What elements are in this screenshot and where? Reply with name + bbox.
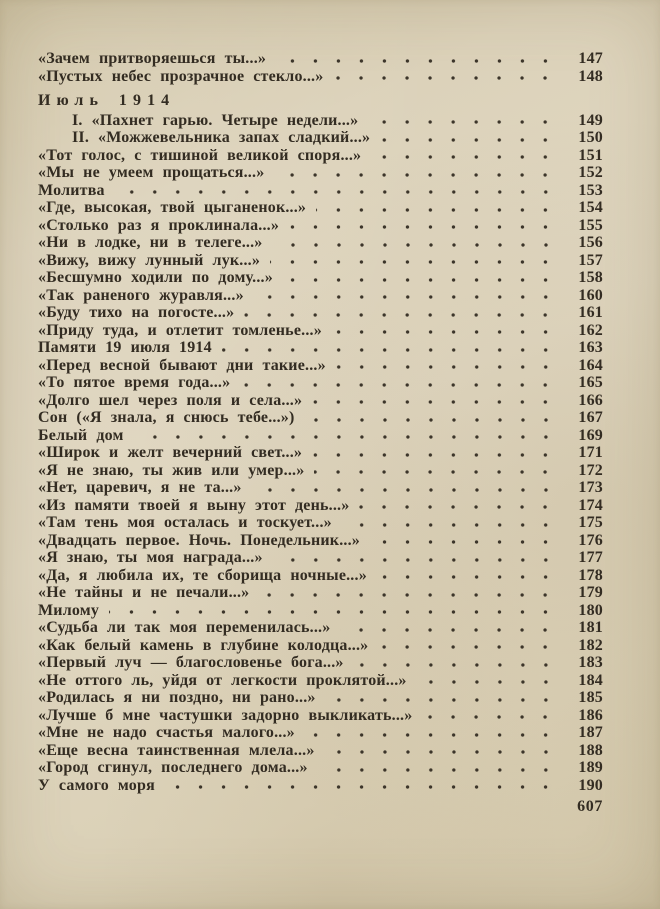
dot-leader — [273, 549, 559, 567]
toc-entry-title: «Перед весной бывают дни такие...» — [38, 356, 326, 374]
toc-row — [38, 584, 603, 602]
toc-entry-title: «Первый луч — благословенье бога...» — [38, 654, 344, 671]
dot-leader — [254, 287, 559, 305]
dot-leader — [316, 199, 559, 217]
dot-leader — [283, 269, 559, 287]
toc-row — [38, 252, 603, 270]
dot-leader — [240, 374, 559, 392]
toc-entry-title: «Я не знаю, ты жив или умер...» — [38, 461, 305, 479]
toc-entry-title: «Там тень моя осталась и тоскует...» — [38, 514, 332, 531]
dot-leader — [115, 182, 559, 200]
toc-entry-title: «Долго шел через поля и села...» — [38, 391, 303, 409]
dot-leader — [342, 514, 559, 532]
toc-row — [38, 777, 603, 795]
dot-leader — [422, 707, 559, 725]
dot-leader — [312, 444, 559, 462]
toc-row — [38, 567, 603, 585]
dot-leader — [289, 217, 559, 235]
dot-leader — [244, 304, 559, 322]
toc-entry-title: «Двадцать первое. Ночь. Понедельник...» — [38, 531, 360, 549]
toc-entry-title: «Судьба ли так моя переменилась...» — [38, 619, 331, 636]
toc-page-number: 176 — [578, 531, 603, 549]
dot-leader — [165, 777, 559, 795]
toc-entry-title: «Широк и желт вечерний свет...» — [38, 444, 303, 461]
toc-row — [38, 514, 603, 532]
toc-page-number: 171 — [578, 444, 603, 461]
toc-page-number: 188 — [578, 741, 603, 759]
toc-row — [38, 322, 603, 340]
dot-leader — [109, 602, 559, 620]
toc-entry-title: «Не тайны и не печали...» — [38, 584, 250, 601]
dot-leader — [354, 654, 559, 672]
toc-entry-title: «Мы не умеем прощаться...» — [38, 164, 265, 181]
toc-row — [38, 374, 603, 392]
toc-page-number: 166 — [578, 391, 603, 409]
toc-row — [38, 707, 603, 725]
toc-entry-title: Памяти 19 июля 1914 — [38, 339, 212, 356]
toc-page-number: 174 — [578, 496, 603, 514]
toc-row — [38, 357, 603, 375]
toc-row — [38, 602, 603, 620]
toc-row — [38, 497, 603, 515]
toc-page-number: 151 — [578, 146, 603, 164]
toc-row — [38, 479, 603, 497]
toc-row — [38, 724, 603, 742]
toc-page-number: 149 — [578, 111, 603, 129]
toc-entry-title: «Как белый камень в глубине колодца...» — [38, 636, 369, 654]
toc-row — [38, 287, 603, 305]
toc-page-number: 190 — [578, 776, 603, 794]
toc-page-number: 172 — [578, 461, 603, 479]
toc-row — [38, 742, 603, 760]
dot-leader — [326, 689, 559, 707]
dot-leader — [325, 742, 559, 760]
toc-page-number: 184 — [578, 671, 603, 689]
toc-entry-title: «Мне не надо счастья малого...» — [38, 724, 295, 741]
dot-leader — [312, 392, 559, 410]
toc-row — [38, 129, 603, 147]
dot-leader — [336, 357, 559, 375]
toc-entry-title: Сон («Я знала, я снюсь тебе...») — [38, 409, 295, 426]
toc-page-number: 154 — [578, 199, 603, 216]
table-of-contents — [38, 50, 603, 794]
toc-row — [38, 68, 603, 86]
toc-row — [38, 532, 603, 550]
toc-page-number: 181 — [578, 619, 603, 636]
toc-row — [38, 672, 603, 690]
toc-entry-title: I. «Пахнет гарью. Четыре недели...» — [72, 111, 359, 129]
page-folio-number: 607 — [577, 798, 603, 815]
toc-row — [38, 92, 603, 110]
toc-entry-title: «Я знаю, ты моя награда...» — [38, 549, 263, 566]
toc-entry-title: Белый дом — [38, 426, 124, 444]
dot-leader — [270, 252, 559, 270]
toc-entry-title: «Родилась я ни поздно, ни рано...» — [38, 689, 316, 706]
dot-leader — [273, 234, 560, 252]
toc-page-number: 179 — [578, 584, 603, 601]
toc-entry-title: «Где, высокая, твой цыганенок...» — [38, 199, 307, 216]
toc-entry-title: «Пустых небес прозрачное стекло...» — [38, 67, 324, 85]
dot-leader — [305, 409, 559, 427]
toc-page-number: 178 — [578, 566, 603, 584]
toc-page-number: 182 — [578, 636, 603, 654]
toc-entry-title: «Город сгинул, последнего дома...» — [38, 759, 308, 776]
toc-row — [38, 269, 603, 287]
toc-row — [38, 199, 603, 217]
toc-entry-title: «Да, я любила их, те сборища ночные...» — [38, 566, 367, 584]
toc-entry-title: «Бесшумно ходили по дому...» — [38, 269, 273, 286]
dot-leader — [252, 479, 559, 497]
dot-leader — [417, 672, 559, 690]
toc-entry-title: Милому — [38, 601, 100, 619]
toc-entry-title: «Ни в лодке, ни в телеге...» — [38, 234, 263, 251]
toc-row — [38, 217, 603, 235]
toc-page-number: 147 — [578, 50, 603, 67]
dot-leader — [276, 50, 559, 68]
toc-entry-title: II. «Можжевельника запах сладкий...» — [72, 129, 371, 146]
toc-entry-title: «То пятое время года...» — [38, 374, 231, 391]
dot-leader — [314, 462, 559, 480]
toc-entry-title: «Приду туда, и отлетит томленье...» — [38, 321, 322, 339]
toc-page-number: 189 — [578, 759, 603, 776]
toc-row — [38, 654, 603, 672]
toc-page-number: 185 — [578, 689, 603, 706]
toc-row — [38, 444, 603, 462]
toc-page-number: 162 — [578, 321, 603, 339]
toc-row — [38, 112, 603, 130]
toc-page-number: 177 — [578, 549, 603, 566]
toc-row — [38, 234, 603, 252]
toc-page-number: 183 — [578, 654, 603, 671]
toc-page-number: 148 — [578, 67, 603, 85]
toc-row — [38, 759, 603, 777]
toc-page-number: 187 — [578, 724, 603, 741]
toc-entry-title: «Лучше б мне частушки задорно выкликать...» — [38, 706, 413, 724]
toc-page-number: 152 — [578, 164, 603, 181]
toc-page-number: 173 — [578, 479, 603, 496]
dot-leader — [259, 584, 559, 602]
toc-page-number: 160 — [578, 286, 603, 304]
toc-page-number: 155 — [578, 216, 603, 234]
toc-entry-title: У самого моря — [38, 776, 155, 794]
toc-entry-title: «Столько раз я проклинала...» — [38, 216, 280, 234]
toc-row — [38, 182, 603, 200]
dot-leader — [370, 532, 559, 550]
toc-entry-title: Молитва — [38, 181, 105, 199]
toc-entry-title: «Так раненого журавля...» — [38, 286, 244, 304]
toc-row — [38, 147, 603, 165]
dot-leader — [134, 427, 559, 445]
toc-page-number: 150 — [578, 129, 603, 146]
toc-row — [38, 339, 603, 357]
toc-page-number: 163 — [578, 339, 603, 356]
dot-leader — [371, 147, 559, 165]
toc-page-number: 169 — [578, 426, 603, 444]
toc-row — [38, 392, 603, 410]
toc-entry-title: «Еще весна таинственная млела...» — [38, 741, 315, 759]
dot-leader — [378, 637, 559, 655]
toc-row — [38, 619, 603, 637]
toc-row — [38, 462, 603, 480]
toc-page-number: 175 — [578, 514, 603, 531]
toc-page-number: 186 — [578, 706, 603, 724]
toc-page-number: 157 — [578, 251, 603, 269]
dot-leader — [274, 164, 559, 182]
toc-page-number: 156 — [578, 234, 603, 251]
dot-leader — [305, 724, 559, 742]
toc-page-number: 158 — [578, 269, 603, 286]
toc-row — [38, 549, 603, 567]
dot-leader — [340, 619, 559, 637]
dot-leader — [332, 322, 559, 340]
toc-page-number: 153 — [578, 181, 603, 199]
toc-row — [38, 304, 603, 322]
dot-leader — [368, 112, 559, 130]
toc-entry-title: «Нет, царевич, я не та...» — [38, 479, 242, 496]
dot-leader — [318, 759, 559, 777]
dot-leader — [333, 68, 559, 86]
toc-entry-title: «Не оттого ль, уйдя от легкости проклятой...» — [38, 671, 407, 689]
toc-row — [38, 689, 603, 707]
toc-entry-title: «Тот голос, с тишиной великой споря...» — [38, 146, 362, 164]
toc-row — [38, 409, 603, 427]
dot-leader — [222, 339, 559, 357]
toc-page-number: 167 — [578, 409, 603, 426]
toc-page-number: 161 — [578, 304, 603, 321]
toc-row — [38, 50, 603, 68]
toc-entry-title: Июль 1914 — [38, 92, 176, 109]
dot-leader — [359, 497, 559, 515]
toc-entry-title: «Зачем притворяешься ты...» — [38, 50, 267, 67]
toc-entry-title: «Буду тихо на погосте...» — [38, 304, 235, 321]
dot-leader — [377, 567, 559, 585]
toc-row — [38, 427, 603, 445]
toc-row — [38, 164, 603, 182]
toc-entry-title: «Вижу, вижу лунный лук...» — [38, 251, 261, 269]
dot-leader — [380, 129, 559, 147]
toc-page-number: 164 — [578, 356, 603, 374]
toc-entry-title: «Из памяти твоей я выну этот день...» — [38, 496, 350, 514]
toc-page-number: 165 — [578, 374, 603, 391]
toc-page-number: 180 — [578, 601, 603, 619]
toc-row — [38, 637, 603, 655]
